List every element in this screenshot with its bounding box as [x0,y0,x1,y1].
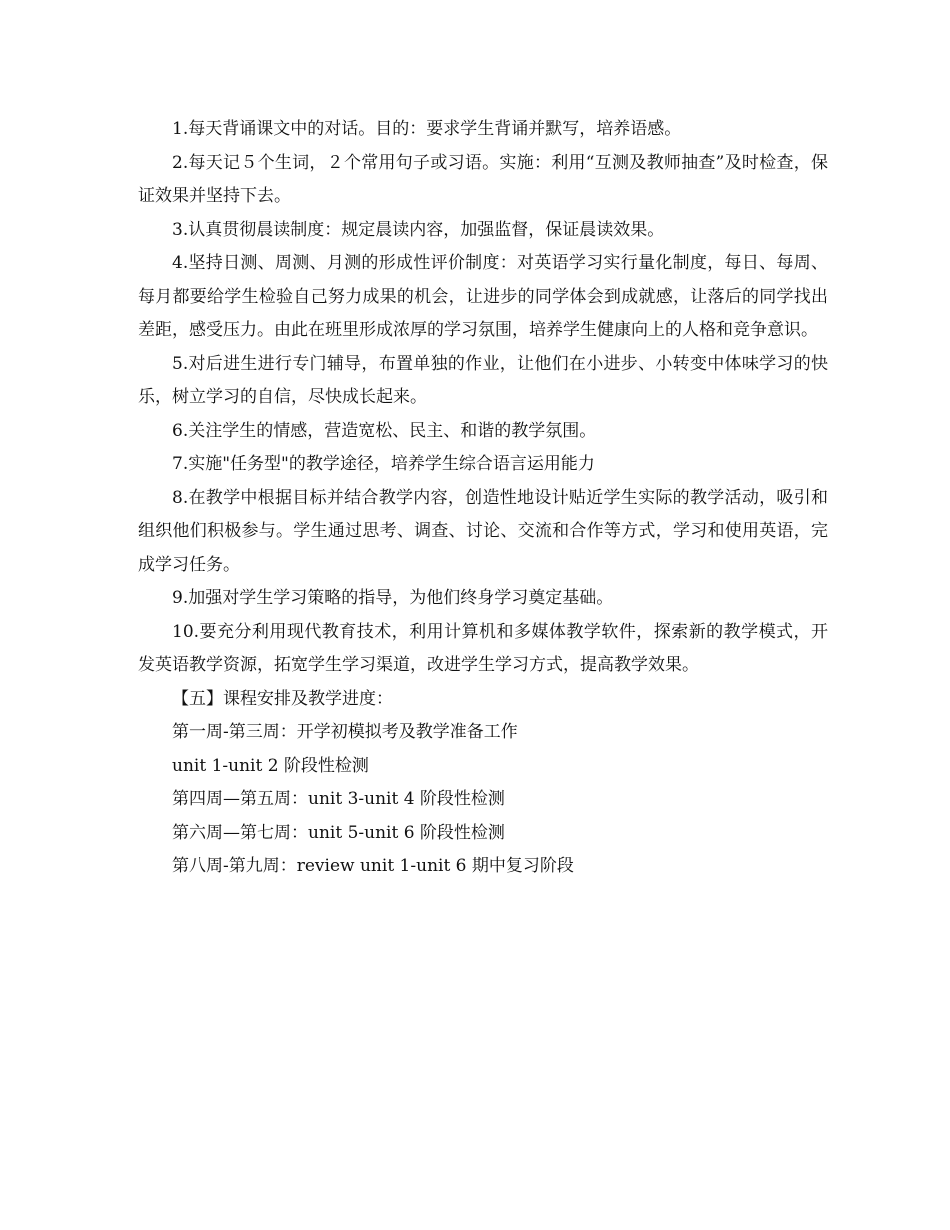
document-body [138,113,828,884]
paragraph-1: 1.每天背诵课文中的对话。目的：要求学生背诵并默写，培养语感。 [172,119,682,139]
paragraph-5: 5.对后进生进行专门辅导，布置单独的作业，让他们在小进步、小转变中体味学习的快乐，树立学习的自信，尽快成长起来。 [138,353,828,407]
paragraph-6: 6.关注学生的情感，营造宽松、民主、和谐的教学氛围。 [172,420,597,441]
paragraph-7: 7.实施"任务型"的教学途径，培养学生综合语言运用能力 [172,454,595,474]
schedule-line-5: 第八周-第九周：review unit 1-unit 6 期中复习阶段 [172,856,574,876]
paragraph-3: 3.认真贯彻晨读制度：规定晨读内容，加强监督，保证晨读效果。 [172,219,665,240]
paragraph-2: 2.每天记５个生词，２个常用句子或习语。实施：利用“互测及教师抽查”及时检查，保证效果并坚持下去。 [138,152,828,206]
schedule-line-3: 第四周—第五周：unit 3-unit 4 阶段性检测 [172,789,505,809]
schedule-line-1: 第一周-第三周：开学初模拟考及教学准备工作 [172,722,518,742]
paragraph-4: 4.坚持日测、周测、月测的形成性评价制度：对英语学习实行量化制度，每日、每周、每月都要给学生检验自己努力成果的机会，让进步的同学体会到成就感，让落后的同学找出差距，感受压力。由此在班里形成浓厚的学习氛围，培养学生健康向上的人格和竞争意识。 [138,253,828,340]
paragraph-8: 8.在教学中根据目标并结合教学内容，创造性地设计贴近学生实际的教学活动，吸引和组织他们积极参与。学生通过思考、调查、讨论、交流和合作等方式，学习和使用英语，完成学习任务。 [138,487,828,575]
paragraph-10: 10.要充分利用现代教育技术，利用计算机和多媒体教学软件，探索新的教学模式，开发英语教学资源，拓宽学生学习渠道，改进学生学习方式，提高教学效果。 [138,621,828,675]
schedule-line-4: 第六周—第七周：unit 5-unit 6 阶段性检测 [172,822,505,843]
schedule-heading: 【五】课程安排及教学进度： [172,688,393,709]
schedule-line-2: unit 1-unit 2 阶段性检测 [172,755,369,776]
paragraph-9: 9.加强对学生学习策略的指导，为他们终身学习奠定基础。 [172,588,614,608]
